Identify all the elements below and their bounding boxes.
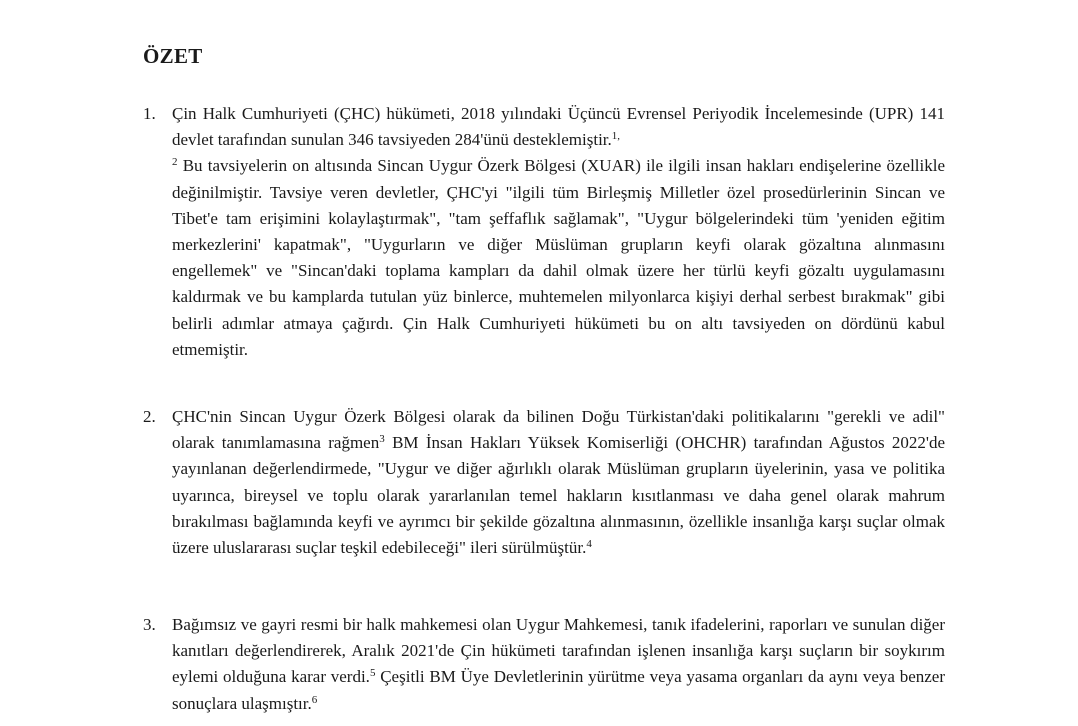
paragraph-text-part-a: Çin Halk Cumhuriyeti (ÇHC) hükümeti, 2018 yılındaki Üçüncü Evrensel Periyodik İncelemesinde (UPR) 141 devlet tarafından sunulan 346 tavsiyeden 284'ünü desteklemiştir. [172,104,945,150]
paragraph-number: 1. [143,104,156,123]
section-heading: ÖZET [143,44,203,68]
paragraph-text-part-b: Çeşitli BM Üye Devletlerinin yürütme veya yasama organları da aynı veya benzer sonuçlara ulaşmıştır. [172,667,946,713]
paragraph-number: 3. [143,615,156,634]
paragraph-text-part-a: ÇHC'nin Sincan Uygur Özerk Bölgesi olarak da bilinen Doğu Türkistan'daki politikalarını "gerekli ve adil" olarak tanımlamasına rağmen [172,407,945,453]
paragraph-text-part-b: BM İnsan Hakları Yüksek Komiserliği (OHCHR) tarafından Ağustos 2022'de yayınlanan değerlendirmede, "Uygur ve diğer ağırlıklı olarak Müslüman grupların üyelerinin, yasa ve politika uyarınca, bireysel ve toplu olarak yararlanılan temel hakların kısıtlanması ve daha genel olarak mahrum bırakılması bağlamında keyfi ve ayrımcı bir şekilde gözaltına alınmasının, özellikle insanlığa karşı suçlar olmak üzere uluslararası suçlar teşkil edebileceği" ileri sürülmüştür. [172,433,946,558]
footnote-ref-2[interactable]: 2 [172,156,178,169]
numbered-paragraph-2 [143,404,945,561]
paragraph-text [172,404,945,561]
numbered-paragraph-3 [143,612,945,717]
numbered-paragraph-1 [143,101,945,363]
footnote-ref-6[interactable]: 6 [311,693,318,706]
footnote-ref-4[interactable]: 4 [586,538,592,551]
footnote-ref-5[interactable]: 5 [369,667,376,680]
footnote-ref-3[interactable]: 3 [379,433,385,446]
footnote-ref-1-2[interactable]: 1, [611,130,621,143]
paragraph-text-part-b: Bu tavsiyelerin on altısında Sincan Uygur Özerk Bölgesi (XUAR) ile ilgili insan hakları endişelerine özellikle değinilmiştir. Tavsiye veren devletler, ÇHC'yi "ilgili tüm Birleşmiş Milletler özel prosedürlerinin Sincan ve Tibet'e tam erişimini kolaylaştırmak", "tam şeffaflık sağlamak", "Uygur bölgelerindeki tüm 'yeniden eğitim merkezlerini' kapatmak", "Uygurların ve diğer Müslüman grupların keyfi olarak gözaltına alınmasını engellemek" ve "Sincan'daki toplama kampları da dahil olmak üzere her türlü keyfi gözaltı uygulamasını kaldırmak ve bu kamplarda tutulan yüz binlerce, muhtemelen milyonlarca kişiyi derhal serbest bırakmak" gibi belirli adımlar atmaya çağırdı. Çin Halk Cumhuriyeti hükümeti bu on altı tavsiyeden on dördünü kabul etmemiştir. [172,156,946,359]
paragraph-text [172,101,945,363]
paragraph-text-part-a: Bağımsız ve gayri resmi bir halk mahkemesi olan Uygur Mahkemesi, tanık ifadelerini, raporları ve sunulan diğer kanıtları değerlendirerek, Aralık 2021'de Çin hükümeti tarafından işlenen insanlığa karşı suçların bir soykırım eylemi olduğuna karar verdi. [172,615,945,687]
paragraph-number: 2. [143,407,156,426]
paragraph-text [172,612,945,717]
